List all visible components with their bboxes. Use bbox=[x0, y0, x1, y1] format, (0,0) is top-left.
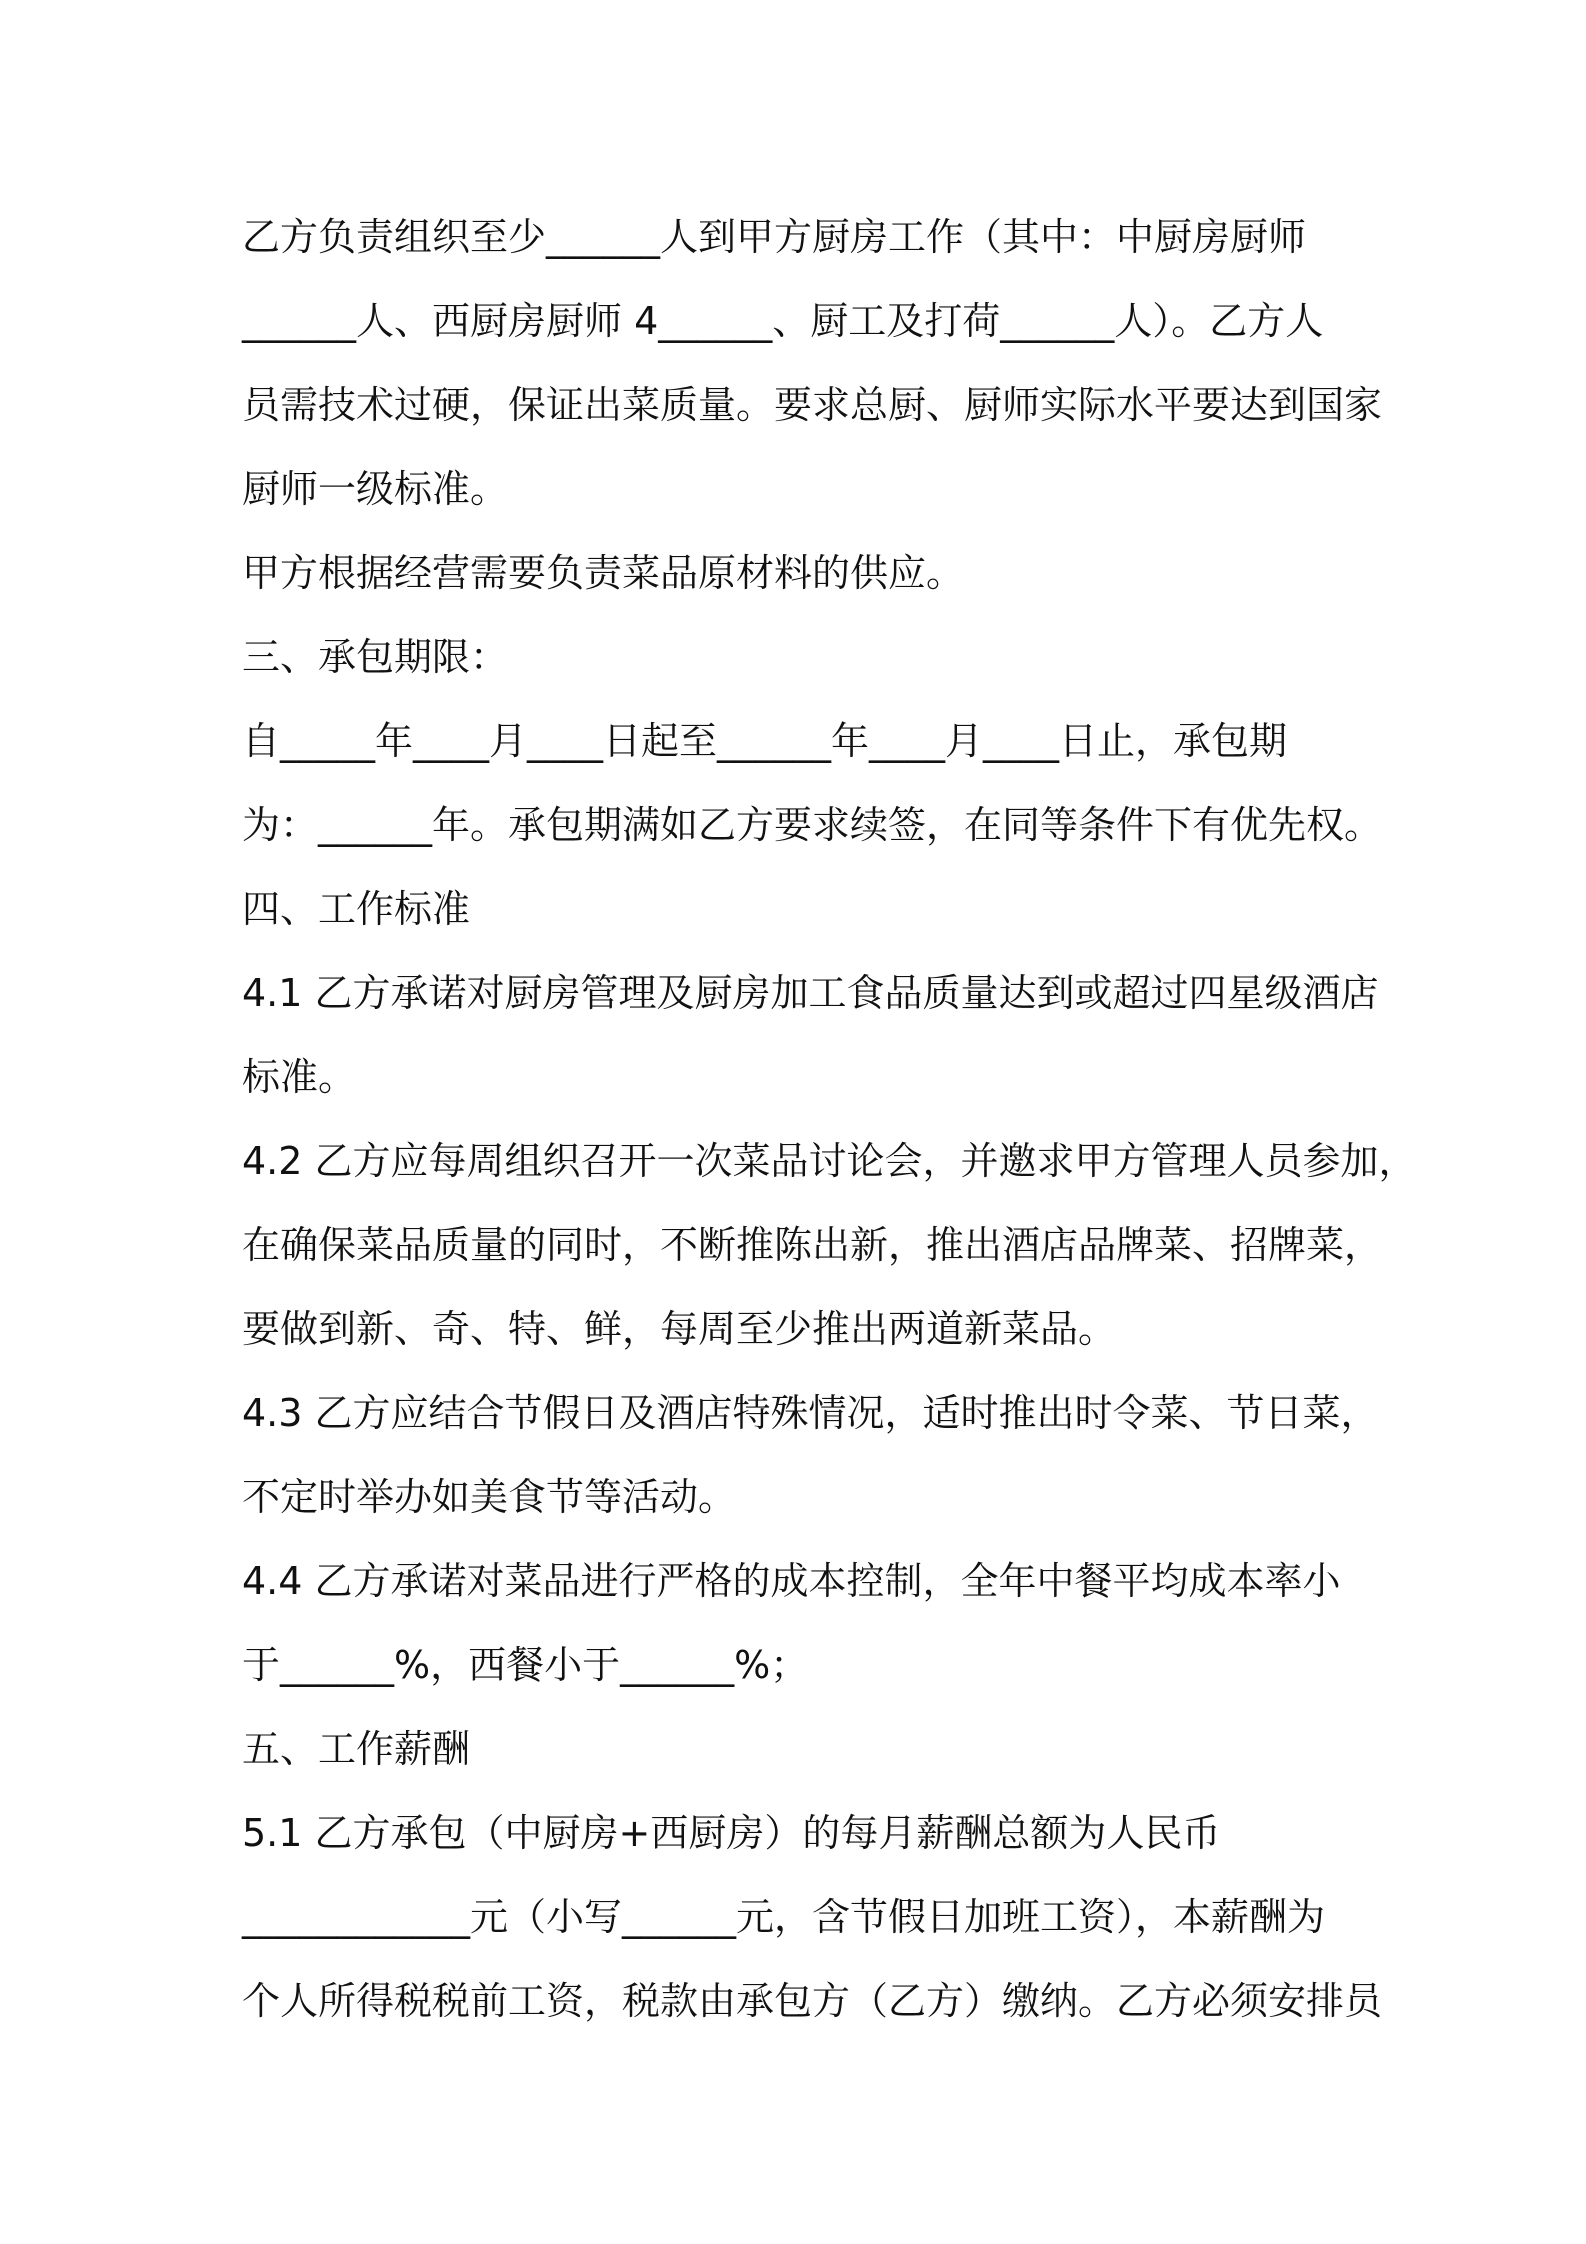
document-body bbox=[242, 195, 1417, 2043]
clause-4-1-cont: 标准。 bbox=[242, 1055, 357, 1099]
text-line-2: ______人、西厨房厨师 4______、厨工及打荷______人）。乙方人 bbox=[242, 299, 1324, 343]
text-line-4: 厨师一级标准。 bbox=[242, 467, 509, 511]
clause-4-2-cont-1: 在确保菜品质量的同时，不断推陈出新，推出酒店品牌菜、招牌菜， bbox=[242, 1223, 1383, 1267]
clause-4-4: 4.4 乙方承诺对菜品进行严格的成本控制，全年中餐平均成本率小 bbox=[242, 1559, 1341, 1603]
text-line-1: 乙方负责组织至少______人到甲方厨房工作（其中：中厨房厨师 bbox=[242, 215, 1307, 259]
clause-5-1-cont-1: ____________元（小写______元，含节假日加班工资），本薪酬为 bbox=[242, 1895, 1326, 1939]
clause-4-1: 4.1 乙方承诺对厨房管理及厨房加工食品质量达到或超过四星级酒店 bbox=[242, 971, 1379, 1015]
text-line-3: 员需技术过硬，保证出菜质量。要求总厨、厨师实际水平要达到国家 bbox=[242, 383, 1383, 427]
text-line-8: 为：______年。承包期满如乙方要求续签，在同等条件下有优先权。 bbox=[242, 803, 1383, 847]
text-line-5: 甲方根据经营需要负责菜品原材料的供应。 bbox=[242, 551, 965, 595]
clause-4-2-cont-2: 要做到新、奇、特、鲜，每周至少推出两道新菜品。 bbox=[242, 1307, 1117, 1351]
text-line-7: 自_____年____月____日起至______年____月____日止，承包期 bbox=[242, 719, 1288, 763]
clause-4-2: 4.2 乙方应每周组织召开一次菜品讨论会，并邀求甲方管理人员参加， bbox=[242, 1139, 1417, 1183]
clause-5-1: 5.1 乙方承包（中厨房+西厨房）的每月薪酬总额为人民币 bbox=[242, 1811, 1221, 1855]
clause-4-3: 4.3 乙方应结合节假日及酒店特殊情况，适时推出时令菜、节日菜， bbox=[242, 1391, 1379, 1435]
clause-4-4-cont: 于______%，西餐小于______%； bbox=[242, 1643, 809, 1687]
section-heading-5: 五、工作薪酬 bbox=[242, 1727, 471, 1771]
section-heading-4: 四、工作标准 bbox=[242, 887, 471, 931]
clause-5-1-cont-2: 个人所得税税前工资，税款由承包方（乙方）缴纳。乙方必须安排员 bbox=[242, 1979, 1383, 2023]
section-heading-3: 三、承包期限： bbox=[242, 635, 509, 679]
clause-4-3-cont: 不定时举办如美食节等活动。 bbox=[242, 1475, 737, 1519]
